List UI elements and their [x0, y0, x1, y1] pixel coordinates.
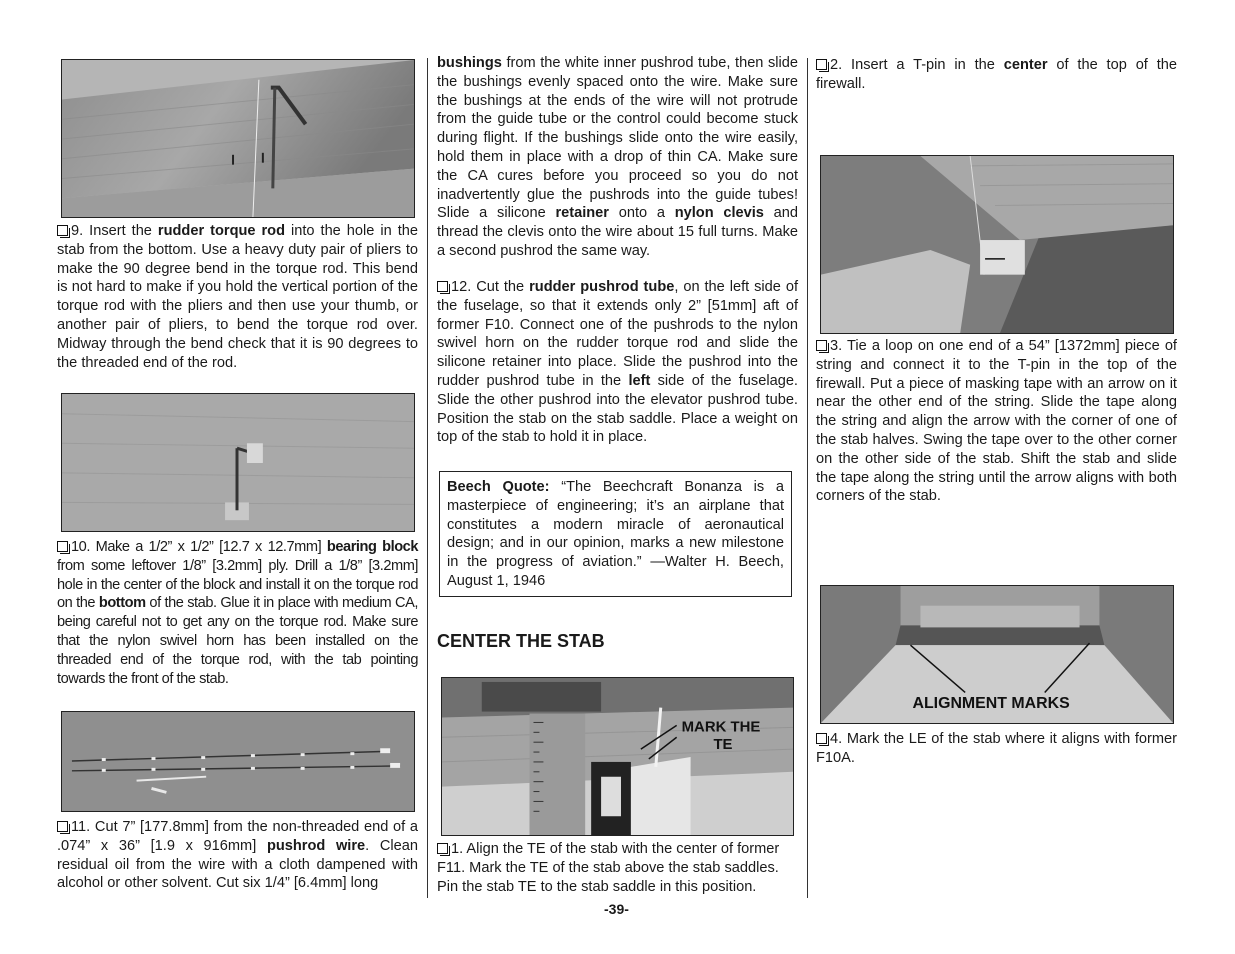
- center-step-2-text: 2. Insert a T-pin in the center of the top of the firewall.: [816, 57, 1178, 92]
- checkbox-icon[interactable]: [816, 733, 827, 744]
- checkbox-icon[interactable]: [57, 225, 68, 236]
- step-12-text: 12. Cut the rudder pushrod tube, on the left side of the fuselage, so that it extends only 2” [51mm] aft of former F10. Connect one of the pushrods to the nylon swivel horn on the rudder torque rod and slide the silicone retainer into place. Slide the pushrod into the rudder pushrod tube in the left side of the fuselage. Slide the other pushrod into the elevator pushrod tube. Position the stab on the stab saddle. Place a weight on top of the stab to hold it in place.: [437, 279, 798, 446]
- photo-label-te: TE: [713, 737, 733, 754]
- step-10-text: 10. Make a 1/2” x 1/2” [12.7 x 12.7mm] bearing block from some leftover 1/8” [3.2mm] ply. Drill a 1/8” [3.2mm] hole in the center of the block and install it on the torque rod on the bottom of the stab. Glue it in place with medium CA, being careful not to get any on the torque rod. Make sure that the nylon swivel horn has been installed on the threaded end of the torque rod, with the tab pointing towards the front of the stab.: [57, 539, 419, 687]
- photo-string-on-firewall: [820, 155, 1174, 334]
- photo-alignment-marks: [820, 585, 1174, 724]
- checkbox-icon[interactable]: [437, 281, 448, 292]
- step-9-text: 9. Insert the rudder torque rod into the hole in the stab from the bottom. Use a heavy duty pair of pliers to make the 90 degree bend in the torque rod. This bend is not hard to make if you hold the vertical portion of the torque rod with the pliers and then use your thumb, or another pair of pliers, to bend the torque rod over. Midway through the bend check that it is 90 degrees to the threaded end of the rod.: [57, 223, 418, 371]
- center-step-1-text: 1. Align the TE of the stab with the center of former F11. Mark the TE of the stab above the stab saddles. Pin the stab TE to the stab saddle in this position.: [437, 841, 780, 895]
- photo-pushrod-wires: [61, 711, 415, 812]
- checkbox-icon[interactable]: [57, 821, 68, 832]
- photo-label-alignment-marks: ALIGNMENT MARKS: [912, 695, 1070, 713]
- checkbox-icon[interactable]: [816, 340, 827, 351]
- column-rule-left: [427, 58, 428, 898]
- checkbox-icon[interactable]: [437, 843, 448, 854]
- photo-bearing-block: [61, 393, 415, 532]
- photo-label-mark-the: MARK THE: [681, 719, 761, 736]
- column-rule-right: [807, 58, 808, 898]
- section-heading: CENTER THE STAB: [437, 631, 605, 651]
- photo-mark-the-te: [441, 677, 794, 836]
- photo-torque-rod-bend: [61, 59, 415, 218]
- center-step-4-text: 4. Mark the LE of the stab where it aligns with former F10A.: [816, 731, 1177, 766]
- checkbox-icon[interactable]: [816, 59, 827, 70]
- page-number: -39-: [604, 901, 629, 917]
- step-11-text-continued: bushings from the white inner pushrod tube, then slide the bushings evenly spaced onto the wire. Make sure the bushings at the ends of the wire will not protrude from the guide tube or the control could become stuck during flight. If the bushings slide onto the wire easily, hold them in place with a drop of thin CA. Make sure the CA cures before you proceed so you do not inadvertently glue the pushrods into the guide tubes! Slide a silicone retainer onto a nylon clevis and thread the clevis onto the wire about 15 full turns. Make a second pushrod the same way.: [437, 55, 799, 259]
- center-step-3-text: 3. Tie a loop on one end of a 54” [1372mm] piece of string and connect it to the T-pin in the top of the firewall. Put a piece of masking tape with an arrow on it near the other end of the string. Slide the tape along the string and align the arrow with the corner of one of the stab halves. Swing the tape over to the other corner on the other side of the stab. Shift the stab and slide the tape along the string until the arrow aligns with both corners of the stab.: [816, 338, 1177, 505]
- beech-quote-box: Beech Quote: “The Beechcraft Bonanza is a masterpiece of engineering; it’s an airplane that constitutes a modern miracle of aeronautical design; and in our opinion, marks a new milestone in the progress of aviation.” —Walter H. Beech, August 1, 1946: [439, 471, 792, 597]
- step-11-text-start: 11. Cut 7” [177.8mm] from the non-threaded end of a .074” x 36” [1.9 x 916mm] pushrod wire. Clean residual oil from the wire with a cloth dampened with alcohol or other solvent. Cut six 1/4” [6.4mm] long: [57, 819, 419, 892]
- checkbox-icon[interactable]: [57, 541, 68, 552]
